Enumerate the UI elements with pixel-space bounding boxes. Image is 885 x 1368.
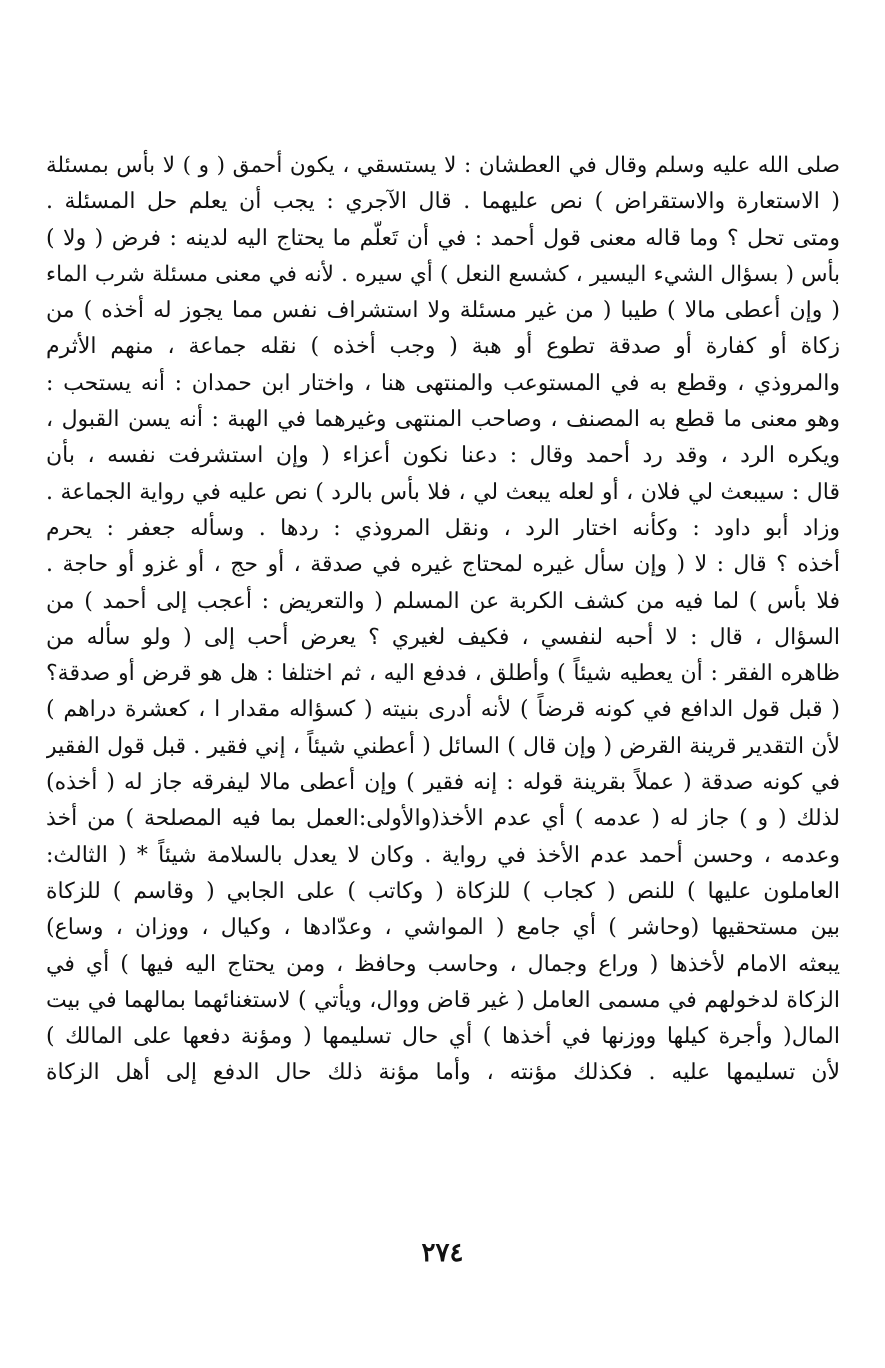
text-line: صلى الله عليه وسلم وقال في العطشان : لا يستسقي ، يكون أحمق ( و ) لا بأس بمسئلة <box>46 153 840 178</box>
text-line: في كونه صدقة ( عملاً بقرينة قوله : إنه فقير ) وإن أعطى مالا ليفرقه جاز له ( أخذه) <box>46 770 840 796</box>
text-line: قال : سيبعث لي فلان ، أو لعله يبعث لي ، فلا بأس بالرد ) نص عليه في رواية الجماعة . <box>46 479 840 505</box>
text-line: بأس ( بسؤال الشيء اليسير ، كشسع النعل ) أي سيره . لأنه في معنى مسئلة شرب الماء <box>46 261 840 287</box>
text-line: فلا بأس ) لما فيه من كشف الكربة عن المسلم ( والتعريض : أعجب إلى أحمد ) من <box>46 588 840 614</box>
text-line: ومتى تحل ؟ وما قاله معنى قول أحمد : في أن تَعلّم ما يحتاج اليه لدينه : فرض ( ولا ) <box>46 225 840 251</box>
text-line: وهو معنى ما قطع به المصنف ، وصاحب المنتهى وغيرهما في الهبة : أنه يسن القبول ، <box>46 407 840 433</box>
text-line: المال( وأجرة كيلها ووزنها في أخذها ) أي حال تسليمها ( ومؤنة دفعها على المالك ) <box>46 1024 840 1050</box>
text-line: ( قبل قول الدافع في كونه قرضاً ) لأنه أدرى بنيته ( كسؤاله مقدار ا ، كعشرة دراهم ) <box>46 697 840 723</box>
text-line: يبعثه الامام لأخذها ( وراع وجمال ، وحاسب وحافظ ، ومن يحتاج اليه فيها ) أي في <box>46 951 840 977</box>
text-line: زكاة أو كفارة أو صدقة تطوع أو هبة ( وجب أخذه ) نقله جماعة ، منهم الأثرم <box>46 334 840 360</box>
text-line: السؤال ، قال : لا أحبه لنفسي ، فكيف لغيري ؟ يعرض أحب إلى ( ولو سأله من <box>46 624 840 650</box>
text-line: لذلك ( و ) جاز له ( عدمه ) أي عدم الأخذ(والأولى:العمل بما فيه المصلحة ) من أخذ <box>46 806 840 832</box>
page-number: ٢٧٤ <box>421 1238 464 1268</box>
text-line: ( الاستعارة والاستقراض ) نص عليهما . قال الآجري : يجب أن يعلم حل المسئلة . <box>46 189 840 215</box>
text-line: أخذه ؟ قال : لا ( وإن سأل غيره لمحتاج غيره في صدقة ، أو حج ، أو غزو أو حاجة . <box>46 552 840 578</box>
text-line: ويكره الرد ، وقد رد أحمد وقال : دعنا نكون أعزاء ( وإن استشرفت نفسه ، بأن <box>46 443 840 469</box>
text-line: والمروذي ، وقطع به في المستوعب والمنتهى هنا ، واختار ابن حمدان : أنه يستحب : <box>46 370 840 396</box>
text-line: لأن التقدير قرينة القرض ( وإن قال ) السائل ( أعطني شيئاً ، إني فقير . قبل قول الفقير <box>46 733 840 759</box>
body-text <box>46 148 840 1092</box>
text-line: وعدمه ، وحسن أحمد عدم الأخذ في رواية . وكان لا يعدل بالسلامة شيئاً * ( الثالث: <box>46 842 840 868</box>
text-line: بين مستحقيها (وحاشر ) أي جامع ( المواشي ، وعدّادها ، وكيال ، ووزان ، وساع) <box>46 915 840 941</box>
text-line: ( وإن أعطى مالا ) طيبا ( من غير مسئلة ولا استشراف نفس مما يجوز له أخذه ) من <box>46 298 840 324</box>
text-line: وزاد أبو داود : وكأنه اختار الرد ، ونقل المروذي : ردها . وسأله جعفر : يحرم <box>46 515 840 541</box>
text-line: العاملون عليها ) للنص ( كجاب ) للزكاة ( وكاتب ) على الجابي ( وقاسم ) للزكاة <box>46 878 840 904</box>
text-line: ظاهره الفقر : أن يعطيه شيئاً ) وأطلق ، فدفع اليه ، ثم اختلفا : هل هو قرض أو صدقة؟ <box>46 661 840 687</box>
text-line: الزكاة لدخولهم في مسمى العامل ( غير قاض ووال، ويأتي ) لاستغنائهما بمالهما في بيت <box>46 987 840 1013</box>
text-line: لأن تسليمها عليه . فكذلك مؤنته ، وأما مؤنة ذلك حال الدفع إلى أهل الزكاة <box>46 1060 840 1086</box>
